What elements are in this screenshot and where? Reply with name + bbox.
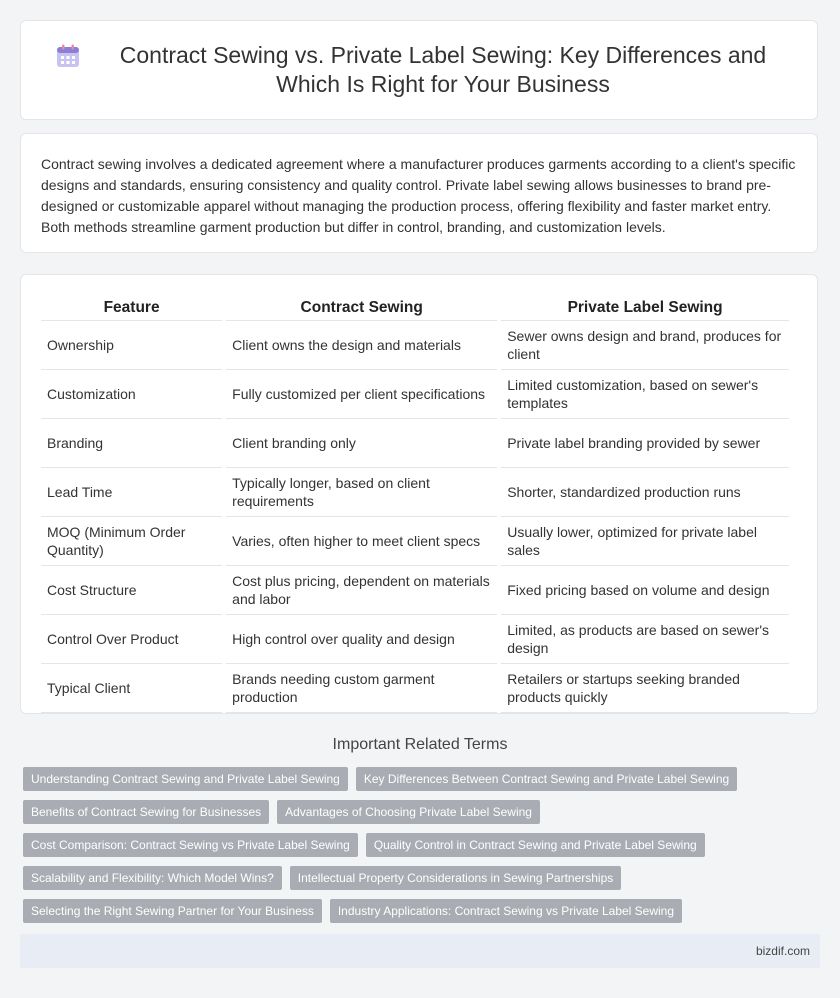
table-row [41,615,789,664]
table-header-row [41,293,789,321]
tag-row [23,899,823,923]
feature-cell: Typical Client [41,664,222,713]
header-feature: Feature [41,293,222,321]
tag-row [23,833,823,857]
related-term-link[interactable]: Understanding Contract Sewing and Private Label Sewing [23,767,348,791]
related-term-link[interactable]: Intellectual Property Considerations in Sewing Partnerships [290,866,622,890]
contract-cell: Brands needing custom garment production [226,664,497,713]
related-term-link[interactable]: Selecting the Right Sewing Partner for Your Business [23,899,322,923]
feature-cell: Ownership [41,321,222,370]
feature-cell: Control Over Product [41,615,222,664]
page-title: Contract Sewing vs. Private Label Sewing: Key Differences and Which Is Right for Your Business [119,42,767,97]
related-term-link[interactable]: Scalability and Flexibility: Which Model Wins? [23,866,282,890]
related-term-link[interactable]: Cost Comparison: Contract Sewing vs Private Label Sewing [23,833,358,857]
contract-cell: Fully customized per client specifications [226,370,497,419]
private-label-cell: Retailers or startups seeking branded products quickly [501,664,789,713]
private-label-cell: Shorter, standardized production runs [501,468,789,517]
feature-cell: Branding [41,419,222,468]
related-terms-title: Important Related Terms [332,736,508,753]
intro-paragraph: Contract sewing involves a dedicated agreement where a manufacturer produces garments according to a client's specific designs and standards, ensuring consistency and quality control. Private label sewing allows businesses to brand pre-designed or customizable apparel without managing the production process, offering flexibility and faster market entry. Both methods streamline garment production but differ in control, branding, and customization levels. [41,156,796,235]
feature-cell: Lead Time [41,468,222,517]
contract-cell: Client owns the design and materials [226,321,497,370]
header-contract-sewing: Contract Sewing [226,293,497,321]
feature-cell: MOQ (Minimum Order Quantity) [41,517,222,566]
related-term-link[interactable]: Key Differences Between Contract Sewing and Private Label Sewing [356,767,737,791]
contract-cell: Client branding only [226,419,497,468]
footer [20,934,820,968]
private-label-cell: Usually lower, optimized for private label sales [501,517,789,566]
contract-cell: High control over quality and design [226,615,497,664]
tag-row [23,866,823,890]
calendar-icon [55,43,81,69]
related-term-link[interactable]: Advantages of Choosing Private Label Sewing [277,800,540,824]
header-card [20,20,818,120]
related-term-link[interactable]: Industry Applications: Contract Sewing vs Private Label Sewing [330,899,682,923]
related-term-link[interactable]: Benefits of Contract Sewing for Businesses [23,800,269,824]
tag-row [23,800,823,824]
intro-card [20,133,818,253]
contract-cell: Cost plus pricing, dependent on materials and labor [226,566,497,615]
table-row [41,321,789,370]
private-label-cell: Fixed pricing based on volume and design [501,566,789,615]
private-label-cell: Private label branding provided by sewer [501,419,789,468]
header-private-label-sewing: Private Label Sewing [501,293,789,321]
contract-cell: Typically longer, based on client requirements [226,468,497,517]
table-row [41,566,789,615]
contract-cell: Varies, often higher to meet client specs [226,517,497,566]
table-row [41,370,789,419]
tag-row [23,767,823,791]
table-row [41,419,789,468]
private-label-cell: Limited customization, based on sewer's templates [501,370,789,419]
private-label-cell: Sewer owns design and brand, produces for client [501,321,789,370]
comparison-card [20,274,818,714]
related-terms-list [23,767,823,932]
table-row [41,468,789,517]
comparison-table [37,293,793,713]
related-term-link[interactable]: Quality Control in Contract Sewing and Private Label Sewing [366,833,705,857]
table-row [41,664,789,713]
footer-site-link[interactable]: bizdif.com [755,944,810,958]
feature-cell: Customization [41,370,222,419]
feature-cell: Cost Structure [41,566,222,615]
table-row [41,517,789,566]
private-label-cell: Limited, as products are based on sewer's design [501,615,789,664]
